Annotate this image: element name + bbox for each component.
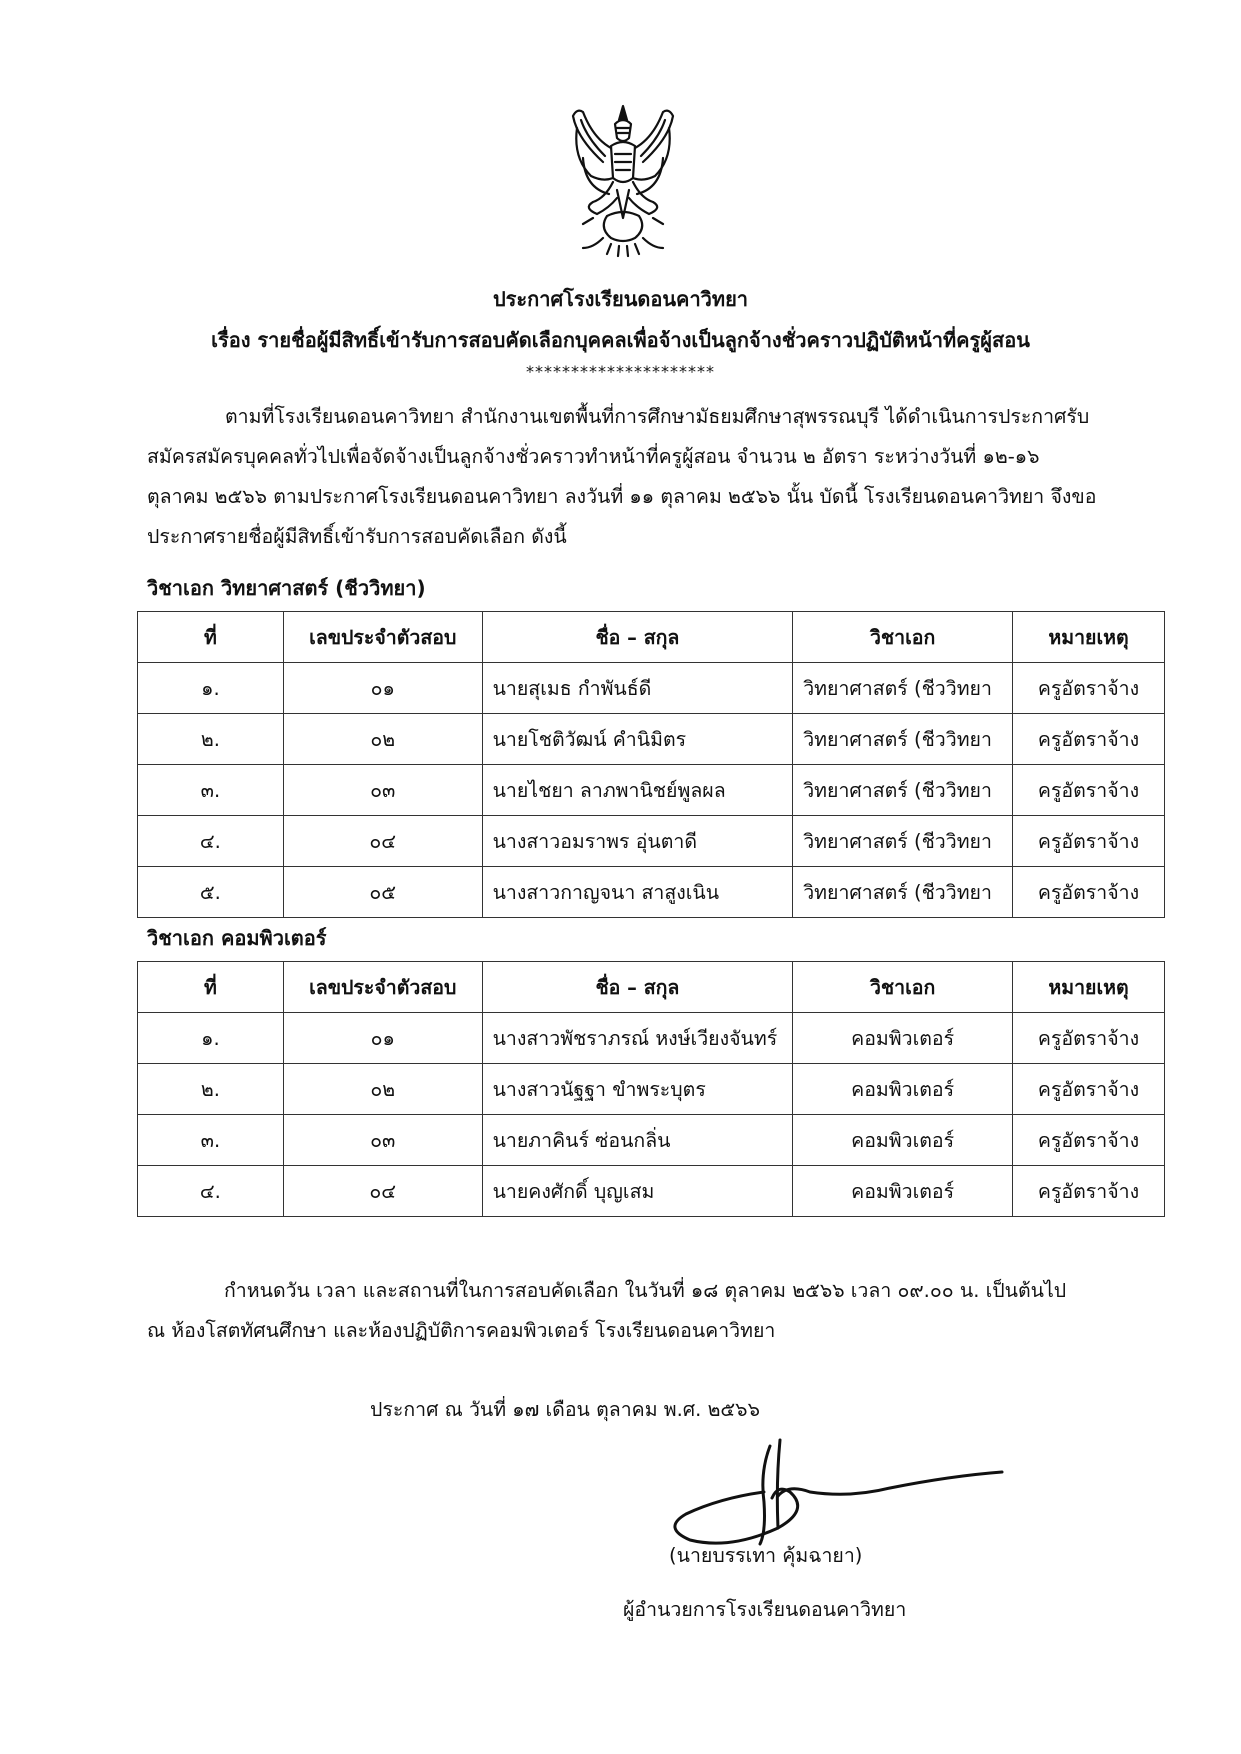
row-remark: ครูอัตราจ้าง [1013, 663, 1165, 714]
row-major: วิทยาศาสตร์ (ชีววิทยา [793, 765, 1013, 816]
table-row [138, 1115, 1165, 1166]
row-major: วิทยาศาสตร์ (ชีววิทยา [793, 867, 1013, 918]
row-exam-id: ๐๔ [283, 1166, 482, 1217]
row-name: นายโชติวัฒน์ คำนิมิตร [482, 714, 793, 765]
row-remark: ครูอัตราจ้าง [1013, 714, 1165, 765]
row-name: นางสาวกาญจนา สาสูงเนิน [482, 867, 793, 918]
intro-paragraph: ตามที่โรงเรียนดอนคาวิทยา สำนักงานเขตพื้นที่การศึกษามัธยมศึกษาสุพรรณบุรี ได้ดำเนินการประกาศรับสมัครสมัครบุคคลทั่วไปเพื่อจัดจ้างเป็นลูกจ้างชั่วคราวทำหน้าที่ครูผู้สอน จำนวน ๒ อัตรา ระหว่างวันที่ ๑๒-๑๖ ตุลาคม ๒๕๖๖ ตามประกาศโรงเรียนดอนคาวิทยา ลงวันที่ ๑๑ ตุลาคม ๒๕๖๖ นั้น บัดนี้ โรงเรียนดอนคาวิทยา จึงขอประกาศรายชื่อผู้มีสิทธิ์เข้ารับการสอบคัดเลือก ดังนี้ [147, 405, 1097, 548]
row-exam-id: ๐๔ [283, 816, 482, 867]
garuda-emblem-icon [563, 98, 683, 258]
row-exam-id: ๐๑ [283, 1013, 482, 1064]
science-candidates-table [137, 611, 1165, 918]
separator: ********************* [526, 362, 715, 381]
row-remark: ครูอัตราจ้าง [1013, 816, 1165, 867]
row-no: ๓. [138, 765, 284, 816]
row-major: คอมพิวเตอร์ [793, 1115, 1013, 1166]
table-row [138, 663, 1165, 714]
column-header-remark: หมายเหตุ [1013, 962, 1165, 1013]
table-row [138, 714, 1165, 765]
row-remark: ครูอัตราจ้าง [1013, 1115, 1165, 1166]
row-no: ๔. [138, 1166, 284, 1217]
row-no: ๑. [138, 663, 284, 714]
schedule-line-1: กำหนดวัน เวลา และสถานที่ในการสอบคัดเลือก ในวันที่ ๑๘ ตุลาคม ๒๕๖๖ เวลา ๐๙.๐๐ น. เป็นต้นไป [224, 1279, 1067, 1302]
row-no: ๓. [138, 1115, 284, 1166]
row-major: คอมพิวเตอร์ [793, 1166, 1013, 1217]
table-row [138, 816, 1165, 867]
signature-icon [660, 1432, 1005, 1550]
row-name: นายสุเมธ กำพันธ์ดี [482, 663, 793, 714]
row-no: ๒. [138, 714, 284, 765]
row-remark: ครูอัตราจ้าง [1013, 1064, 1165, 1115]
row-major: วิทยาศาสตร์ (ชีววิทยา [793, 714, 1013, 765]
section-heading-computer: วิชาเอก คอมพิวเตอร์ [147, 926, 327, 950]
row-name: นางสาวอมราพร อุ่นตาดี [482, 816, 793, 867]
row-no: ๕. [138, 867, 284, 918]
row-name: นายภาคินร์ ซ่อนกลิ่น [482, 1115, 793, 1166]
row-remark: ครูอัตราจ้าง [1013, 1166, 1165, 1217]
section-heading-science: วิชาเอก วิทยาศาสตร์ (ชีววิทยา) [147, 576, 426, 600]
table-row [138, 1013, 1165, 1064]
row-exam-id: ๐๓ [283, 1115, 482, 1166]
table-row [138, 765, 1165, 816]
column-header-name: ชื่อ – สกุล [482, 962, 793, 1013]
column-header-exam-id: เลขประจำตัวสอบ [283, 612, 482, 663]
signatory-position: ผู้อำนวยการโรงเรียนดอนคาวิทยา [623, 1598, 907, 1621]
row-remark: ครูอัตราจ้าง [1013, 867, 1165, 918]
row-remark: ครูอัตราจ้าง [1013, 1013, 1165, 1064]
table-row [138, 1064, 1165, 1115]
column-header-no: ที่ [138, 962, 284, 1013]
row-remark: ครูอัตราจ้าง [1013, 765, 1165, 816]
row-major: คอมพิวเตอร์ [793, 1064, 1013, 1115]
table-header-row [138, 962, 1165, 1013]
row-major: วิทยาศาสตร์ (ชีววิทยา [793, 663, 1013, 714]
document-title: ประกาศโรงเรียนดอนคาวิทยา [492, 287, 749, 311]
column-header-no: ที่ [138, 612, 284, 663]
schedule-paragraph [147, 1271, 1127, 1351]
row-name: นายคงศักดิ์ บุญเสม [482, 1166, 793, 1217]
computer-candidates-table [137, 961, 1165, 1217]
column-header-remark: หมายเหตุ [1013, 612, 1165, 663]
row-exam-id: ๐๒ [283, 714, 482, 765]
row-name: นางสาวพัชราภรณ์ หงษ์เวียงจันทร์ [482, 1013, 793, 1064]
row-major: วิทยาศาสตร์ (ชีววิทยา [793, 816, 1013, 867]
column-header-major: วิชาเอก [793, 962, 1013, 1013]
row-no: ๒. [138, 1064, 284, 1115]
row-no: ๑. [138, 1013, 284, 1064]
row-name: นายไชยา ลาภพานิชย์พูลผล [482, 765, 793, 816]
schedule-line-2: ณ ห้องโสตทัศนศึกษา และห้องปฏิบัติการคอมพิวเตอร์ โรงเรียนดอนคาวิทยา [147, 1319, 776, 1342]
document-subject: เรื่อง รายชื่อผู้มีสิทธิ์เข้ารับการสอบคัดเลือกบุคคลเพื่อจ้างเป็นลูกจ้างชั่วคราวปฏิบัติหน้าที่ครูผู้สอน [211, 328, 1030, 352]
row-major: คอมพิวเตอร์ [793, 1013, 1013, 1064]
row-no: ๔. [138, 816, 284, 867]
table-header-row [138, 612, 1165, 663]
column-header-name: ชื่อ – สกุล [482, 612, 793, 663]
row-exam-id: ๐๑ [283, 663, 482, 714]
signatory-name: (นายบรรเทา คุ้มฉายา) [669, 1544, 863, 1567]
row-exam-id: ๐๕ [283, 867, 482, 918]
column-header-major: วิชาเอก [793, 612, 1013, 663]
column-header-exam-id: เลขประจำตัวสอบ [283, 962, 482, 1013]
row-exam-id: ๐๒ [283, 1064, 482, 1115]
row-name: นางสาวนัฐฐา ขำพระบุตร [482, 1064, 793, 1115]
announcement-date: ประกาศ ณ วันที่ ๑๗ เดือน ตุลาคม พ.ศ. ๒๕๖๖ [370, 1398, 760, 1421]
row-exam-id: ๐๓ [283, 765, 482, 816]
table-row [138, 867, 1165, 918]
table-row [138, 1166, 1165, 1217]
